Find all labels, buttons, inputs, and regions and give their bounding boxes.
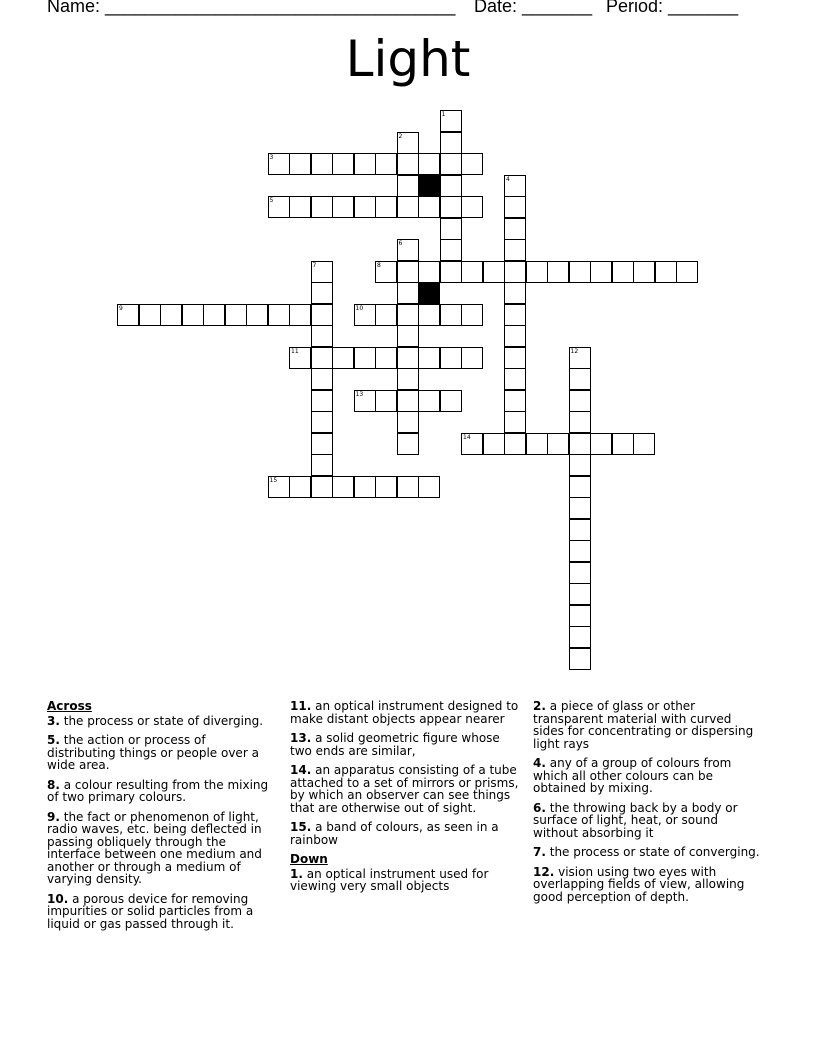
clue-down-6 — [533, 802, 763, 840]
clue-text: an apparatus consisting of a tube attached to a set of mirrors or prisms, by which an observer can see things that are otherwise out of sight. — [290, 763, 519, 815]
grid-cell[interactable] — [547, 433, 569, 455]
grid-cell[interactable] — [483, 261, 505, 283]
grid-cell[interactable] — [440, 175, 462, 197]
grid-cell[interactable] — [418, 476, 440, 498]
grid-cell[interactable] — [676, 261, 698, 283]
grid-cell[interactable] — [612, 433, 634, 455]
grid-cell[interactable] — [569, 261, 591, 283]
grid-cell[interactable] — [461, 304, 483, 326]
clue-down-7 — [533, 846, 763, 859]
grid-cell[interactable] — [461, 347, 483, 369]
clue-down-1 — [290, 868, 520, 893]
grid-cell[interactable] — [440, 261, 462, 283]
grid-cell[interactable] — [375, 304, 397, 326]
grid-cell[interactable] — [397, 411, 419, 433]
grid-cell[interactable] — [332, 196, 354, 218]
grid-cell[interactable] — [418, 390, 440, 412]
grid-cell[interactable] — [397, 476, 419, 498]
clue-across-10 — [47, 893, 277, 931]
grid-number: 6 — [398, 240, 403, 247]
grid-cell[interactable] — [289, 476, 311, 498]
grid-cell[interactable] — [397, 282, 419, 304]
grid-cell[interactable] — [440, 239, 462, 261]
grid-cell[interactable] — [397, 261, 419, 283]
grid-cell[interactable] — [354, 196, 376, 218]
clue-across-11 — [290, 700, 520, 725]
grid-cell[interactable] — [311, 196, 333, 218]
clue-text: an optical instrument used for viewing very small objects — [290, 866, 489, 893]
grid-cell[interactable] — [461, 261, 483, 283]
grid-cell[interactable] — [612, 261, 634, 283]
clue-across-13 — [290, 732, 520, 757]
clue-across-8 — [47, 779, 277, 804]
grid-cell[interactable] — [504, 325, 526, 347]
clue-text: the action or process of distributing things or people over a wide area. — [47, 733, 259, 772]
grid-cell[interactable] — [160, 304, 182, 326]
grid-cell[interactable] — [246, 304, 268, 326]
grid-cell[interactable] — [504, 411, 526, 433]
grid-cell[interactable] — [311, 368, 333, 390]
grid-cell[interactable] — [311, 476, 333, 498]
grid-cell[interactable] — [354, 476, 376, 498]
clue-text: the throwing back by a body or surface of light, heat, or sound without absorbing it — [533, 800, 738, 840]
grid-number: 5 — [269, 197, 274, 204]
clue-text: the fact or phenomenon of light, radio waves, etc. being deflected in passing obliquely through the interface between one medium and another or through a medium of varying density. — [47, 809, 262, 886]
grid-cell[interactable] — [569, 390, 591, 412]
clue-across-14 — [290, 764, 520, 814]
clue-text: a band of colours, as seen in a rainbow — [290, 820, 499, 847]
name-field-label: Name: ___________________________________ — [47, 0, 456, 16]
grid-cell[interactable] — [504, 368, 526, 390]
clue-number: 11. — [290, 699, 312, 713]
grid-number: 1 — [441, 111, 446, 118]
grid-cell[interactable] — [354, 347, 376, 369]
clue-across-5 — [47, 734, 277, 772]
grid-number: 9 — [119, 304, 123, 312]
grid-number: 7 — [312, 261, 317, 269]
period-field-label: Period: _______ — [606, 0, 739, 16]
clue-across-3 — [47, 715, 277, 728]
down-heading: Down — [290, 852, 328, 866]
grid-cell[interactable] — [397, 304, 419, 326]
grid-cell[interactable] — [397, 325, 419, 347]
grid-cell[interactable] — [375, 196, 397, 218]
clue-text: a piece of glass or other transparent material with curved sides for concentrating or dispersing light rays — [533, 699, 754, 751]
grid-cell[interactable] — [633, 433, 655, 455]
grid-number: 12 — [570, 347, 579, 355]
grid-cell[interactable] — [504, 390, 526, 412]
grid-cell[interactable] — [504, 304, 526, 326]
grid-cell[interactable] — [569, 497, 591, 519]
clue-number: 3. — [47, 713, 60, 728]
grid-cell[interactable] — [182, 304, 204, 326]
grid-cell[interactable] — [633, 261, 655, 283]
grid-cell[interactable] — [440, 196, 462, 218]
grid-cell[interactable] — [311, 153, 333, 175]
clue-text: a porous device for removing impurities or solid particles from a liquid or gas passed through it. — [47, 891, 254, 931]
grid-cell[interactable] — [590, 433, 612, 455]
grid-cell[interactable] — [397, 153, 419, 175]
grid-cell-blocked — [418, 282, 440, 304]
grid-cell[interactable] — [569, 562, 591, 584]
grid-cell[interactable] — [569, 368, 591, 390]
grid-cell[interactable] — [440, 304, 462, 326]
grid-number: 3 — [269, 154, 274, 161]
clue-number: 2. — [533, 699, 546, 713]
grid-cell[interactable] — [311, 347, 333, 369]
grid-cell[interactable] — [375, 153, 397, 175]
clue-text: an optical instrument designed to make distant objects appear nearer — [290, 699, 519, 726]
clue-number: 1. — [290, 866, 303, 881]
grid-cell[interactable] — [268, 304, 290, 326]
grid-cell[interactable] — [397, 196, 419, 218]
grid-cell[interactable] — [569, 454, 591, 476]
grid-cell[interactable] — [375, 390, 397, 412]
grid-cell[interactable] — [461, 153, 483, 175]
grid-cell[interactable] — [397, 433, 419, 455]
grid-cell[interactable] — [526, 433, 548, 455]
grid-cell[interactable] — [569, 476, 591, 498]
grid-cell[interactable] — [203, 304, 225, 326]
grid-cell[interactable] — [504, 347, 526, 369]
clue-across-9 — [47, 811, 277, 886]
grid-number: 14 — [463, 433, 471, 441]
grid-cell[interactable] — [311, 325, 333, 347]
grid-cell[interactable] — [397, 390, 419, 412]
date-field-label: Date: _______ — [474, 0, 593, 16]
grid-cell[interactable] — [590, 261, 612, 283]
clue-down-2 — [533, 700, 763, 750]
grid-cell[interactable] — [418, 347, 440, 369]
grid-cell[interactable] — [526, 261, 548, 283]
grid-cell[interactable] — [332, 476, 354, 498]
clue-number: 12. — [533, 864, 555, 879]
grid-cell[interactable] — [289, 304, 311, 326]
grid-cell[interactable] — [547, 261, 569, 283]
puzzle-title: Light — [345, 30, 471, 88]
grid-cell[interactable] — [504, 261, 526, 283]
grid-cell[interactable] — [569, 540, 591, 562]
grid-number: 2 — [398, 132, 403, 140]
grid-number: 10 — [355, 304, 364, 312]
grid-cell[interactable] — [440, 347, 462, 369]
grid-cell[interactable] — [354, 153, 376, 175]
grid-cell[interactable] — [440, 132, 462, 154]
grid-cell[interactable] — [461, 196, 483, 218]
clue-number: 10. — [47, 891, 69, 906]
grid-cell[interactable] — [504, 218, 526, 240]
grid-cell[interactable] — [289, 153, 311, 175]
grid-cell[interactable] — [311, 454, 333, 476]
grid-cell[interactable] — [311, 282, 333, 304]
grid-cell[interactable] — [375, 347, 397, 369]
clue-across-15 — [290, 821, 520, 846]
grid-cell[interactable] — [397, 347, 419, 369]
grid-number: 13 — [355, 390, 364, 398]
grid-cell[interactable] — [375, 476, 397, 498]
clue-number: 8. — [47, 777, 60, 792]
grid-cell[interactable] — [311, 411, 333, 433]
clues-column-2 — [290, 700, 520, 900]
grid-cell[interactable] — [440, 153, 462, 175]
grid-number: 11 — [291, 347, 299, 355]
grid-cell[interactable] — [332, 153, 354, 175]
grid-cell[interactable] — [289, 196, 311, 218]
clues-column-1 — [47, 700, 277, 937]
grid-cell[interactable] — [418, 196, 440, 218]
grid-number: 4 — [506, 175, 510, 183]
across-heading: Across — [47, 699, 92, 713]
grid-cell[interactable] — [332, 347, 354, 369]
clue-number: 14. — [290, 763, 312, 777]
clue-number: 4. — [533, 756, 546, 770]
clue-text: a solid geometric figure whose two ends are similar, — [290, 731, 500, 758]
grid-cell[interactable] — [504, 196, 526, 218]
clue-number: 15. — [290, 820, 312, 834]
grid-cell[interactable] — [569, 519, 591, 541]
grid-cell[interactable] — [655, 261, 677, 283]
grid-cell[interactable] — [397, 368, 419, 390]
grid-cell[interactable] — [139, 304, 161, 326]
clue-text: the process or state of converging. — [549, 845, 760, 859]
clue-number: 9. — [47, 809, 60, 824]
clue-number: 13. — [290, 731, 312, 745]
clues-column-3 — [533, 700, 763, 910]
grid-cell[interactable] — [569, 648, 591, 670]
grid-cell[interactable] — [225, 304, 247, 326]
clue-text: any of a group of colours from which all other colours can be obtained by mixing. — [533, 756, 732, 795]
grid-cell[interactable] — [418, 153, 440, 175]
grid-cell-blocked — [418, 175, 440, 197]
grid-cell[interactable] — [311, 304, 333, 326]
clue-down-4 — [533, 757, 763, 795]
clue-number: 7. — [533, 845, 546, 859]
grid-cell[interactable] — [569, 583, 591, 605]
grid-cell[interactable] — [504, 239, 526, 261]
grid-cell[interactable] — [569, 605, 591, 627]
clue-down-12 — [533, 866, 763, 904]
grid-cell[interactable] — [311, 433, 333, 455]
clue-number: 6. — [533, 800, 546, 815]
grid-cell[interactable] — [311, 390, 333, 412]
grid-cell[interactable] — [418, 261, 440, 283]
grid-cell[interactable] — [569, 626, 591, 648]
clue-number: 5. — [47, 733, 60, 747]
grid-number: 15 — [269, 476, 278, 484]
grid-cell[interactable] — [569, 433, 591, 455]
grid-cell[interactable] — [440, 390, 462, 412]
grid-cell[interactable] — [418, 304, 440, 326]
grid-cell[interactable] — [397, 175, 419, 197]
grid-cell[interactable] — [504, 433, 526, 455]
clue-text: the process or state of diverging. — [63, 713, 264, 728]
clue-text: vision using two eyes with overlapping fields of view, allowing good perception of depth. — [533, 864, 745, 904]
grid-number: 8 — [377, 261, 381, 269]
grid-cell[interactable] — [569, 411, 591, 433]
grid-cell[interactable] — [504, 282, 526, 304]
grid-cell[interactable] — [440, 218, 462, 240]
clue-text: a colour resulting from the mixing of two primary colours. — [47, 777, 269, 804]
grid-cell[interactable] — [483, 433, 505, 455]
